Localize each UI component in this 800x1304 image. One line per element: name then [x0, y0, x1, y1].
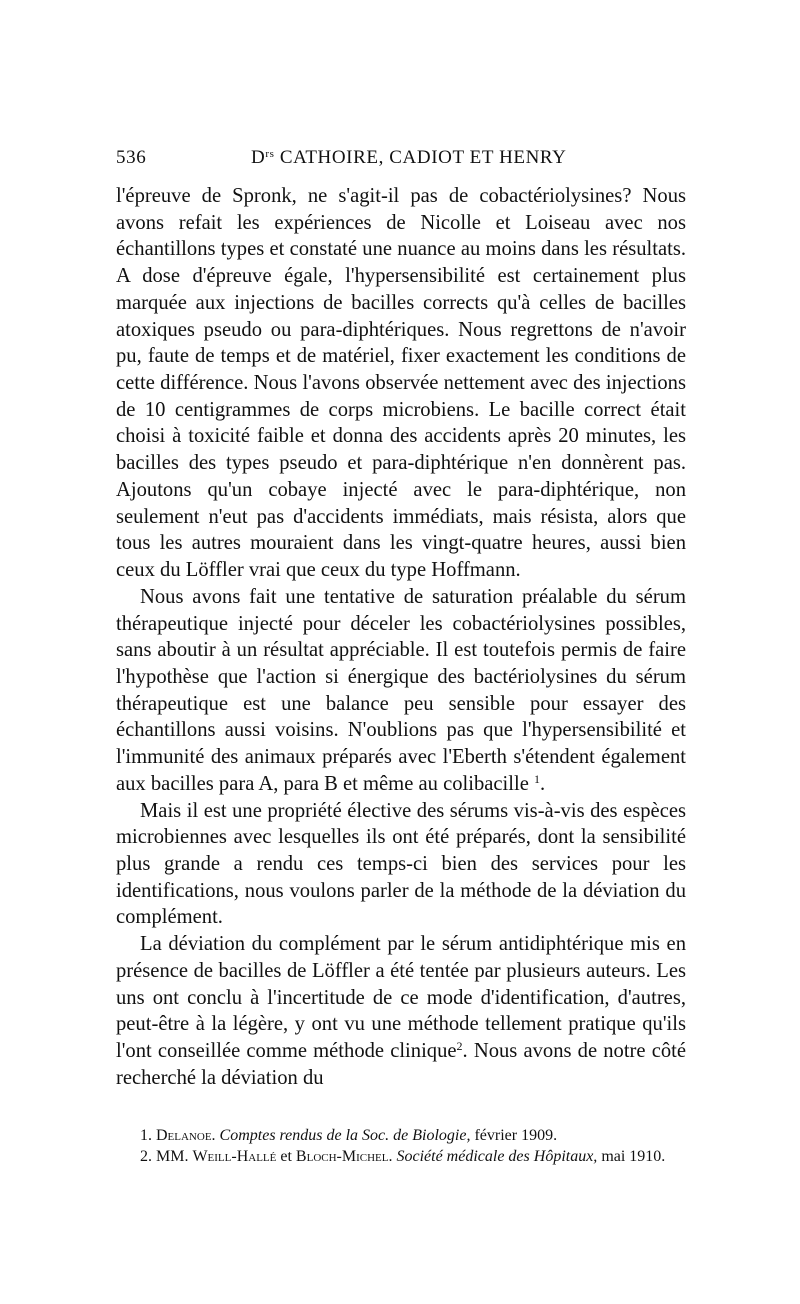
running-head	[251, 147, 566, 169]
footnote-ref-1[interactable]: 1	[534, 771, 540, 786]
footnote-2-author-1: Weill-Hallé	[192, 1148, 277, 1165]
footnote-1-date: février 1909.	[470, 1127, 558, 1144]
footnote-ref-2[interactable]: 2	[456, 1039, 463, 1053]
paragraph-2-text: Nous avons fait une tentative de saturation préalable du sérum thérapeutique injecté pour déceler les cobactériolysines possibles, sans aboutir à un résultat appréciable. Il est toutefois permis de faire l'hypothèse que l'action si énergique des bactériolysines du sérum thérapeutique est une balance peu sensible pour essayer des échantillons aussi voisins. N'oublions pas que l'hypersensibilité et l'immunité des animaux préparés avec l'Eberth s'étendent également aux bacilles para A, para B et même au colibacille	[116, 585, 686, 795]
footnote-2-and: et	[276, 1148, 296, 1165]
footnote-1-number: 1.	[140, 1127, 156, 1144]
footnote-2-date: mai 1910.	[597, 1148, 666, 1165]
paragraph-2	[116, 584, 686, 798]
paragraph-4-text: La déviation du complément par le sérum antidiphtérique mis en présence de bacilles de Löffler a été tentée par plusieurs auteurs. Les uns ont conclu à l'incertitude de ce mode d'identification, d'autres, peut-être à la légère, y ont vu une méthode tellement pratique qu'ils l'ont conseillée comme méthode clinique	[116, 933, 686, 1062]
body-text	[116, 183, 686, 1091]
running-head-authors: CATHOIRE, CADIOT ET HENRY	[274, 147, 567, 168]
footnote-1-title: Comptes rendus de la Soc. de Biologie,	[219, 1127, 471, 1144]
footnote-2	[116, 1146, 686, 1167]
paragraph-4-end: . Nous avons de notre côté recherché la déviation du	[116, 1040, 687, 1089]
footnote-1-author: Delanoe.	[156, 1127, 216, 1144]
page-number: 536	[116, 147, 147, 168]
footnote-2-number: 2. MM.	[140, 1148, 193, 1165]
paragraph-4	[116, 931, 686, 1091]
footnote-2-title: Société médicale des Hôpitaux,	[396, 1148, 598, 1165]
paragraph-1: l'épreuve de Spronk, ne s'agit-il pas de cobactériolysines? Nous avons refait les expériences de Nicolle et Loiseau avec nos échantillons types et constaté une nuance au moins dans les résultats. A dose d'épreuve égale, l'hypersensibilité est certainement plus marquée aux injections de bacilles corrects qu'à celles de bacilles atoxiques pseudo ou para-diphtériques. Nous regrettons de n'avoir pu, faute de temps et de matériel, fixer exactement les conditions de cette différence. Nous l'avons observée nettement avec des injections de 10 centigrammes de corps microbiens. Le bacille correct était choisi à toxicité faible et donna des accidents après 20 minutes, les bacilles des types pseudo et para-diphtérique n'en donnèrent pas. Ajoutons qu'un cobaye injecté avec le para-diphtérique, non seulement n'eut pas d'accidents immédiats, mais résista, alors que tous les autres mouraient dans les vingt-quatre heures, aussi bien ceux du Löffler vrai que ceux du type Hoffmann.	[116, 185, 686, 582]
running-head-prefix: D	[251, 147, 266, 168]
footnotes	[116, 1125, 686, 1167]
paragraph-3: Mais il est une propriété élective des sérums vis-à-vis des espèces microbiennes avec lesquelles ils ont été préparés, dont la sensibilité plus grande a rendu ces temps-ci bien des services pour les identifications, nous voulons parler de la méthode de la déviation du complément.	[116, 799, 686, 929]
footnote-1	[116, 1125, 686, 1146]
running-head-sup: rs	[265, 148, 275, 160]
page-header	[116, 147, 686, 171]
paragraph-2-end: .	[540, 772, 546, 795]
footnote-2-author-2: Bloch-Michel.	[295, 1148, 393, 1165]
